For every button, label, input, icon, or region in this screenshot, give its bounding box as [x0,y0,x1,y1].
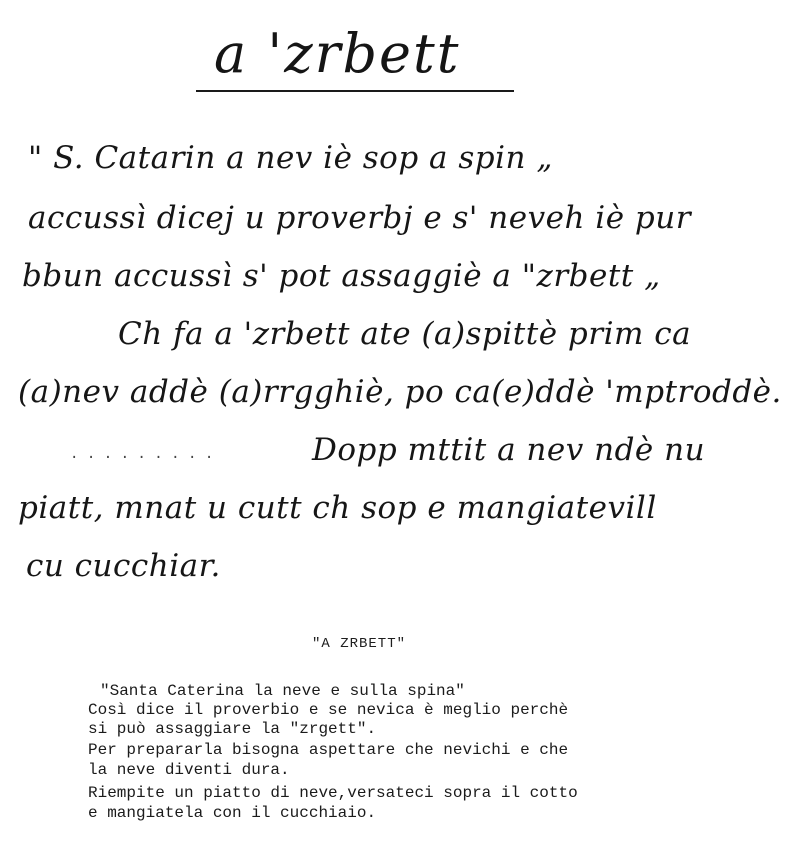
typed-line-1: "Santa Caterina la neve e sulla spina" [100,682,465,700]
typed-line-6: Riempite un piatto di neve,versateci sopra il cotto [88,784,578,802]
typed-line-2: Così dice il proverbio e se nevica è meglio perchè [88,701,569,719]
handwritten-line-4: Ch fa a 'zrbett ate (a)spittè prim ca [118,316,692,352]
handwritten-line-7: piatt, mnat u cutt ch sop e mangiatevill [18,490,657,526]
leader-dots: . . . . . . . . . [70,446,214,462]
handwritten-line-3: bbun accussì s' pot assaggiè a "zrbett „ [22,258,661,294]
typed-line-3: si può assaggiare la "zrgett". [88,720,377,738]
title-underline [196,90,514,92]
typed-title: "A ZRBETT" [312,636,407,652]
typed-line-4: Per prepararla bisogna aspettare che nevichi e che [88,741,569,759]
typed-line-5: la neve diventi dura. [88,761,290,779]
handwritten-title: a 'zrbett [214,22,461,85]
handwritten-line-1: " S. Catarin a nev iè sop a spin „ [28,140,553,176]
handwritten-line-8: cu cucchiar. [26,548,221,584]
handwritten-line-2: accussì dicej u proverbj e s' neveh iè pur [28,200,692,236]
handwritten-line-5: (a)nev addè (a)rrgghiè, po ca(e)ddè 'mptroddè. [18,374,782,410]
handwritten-line-6: Dopp mttit a nev ndè nu [312,432,706,468]
typed-line-7: e mangiatela con il cucchiaio. [88,804,377,822]
